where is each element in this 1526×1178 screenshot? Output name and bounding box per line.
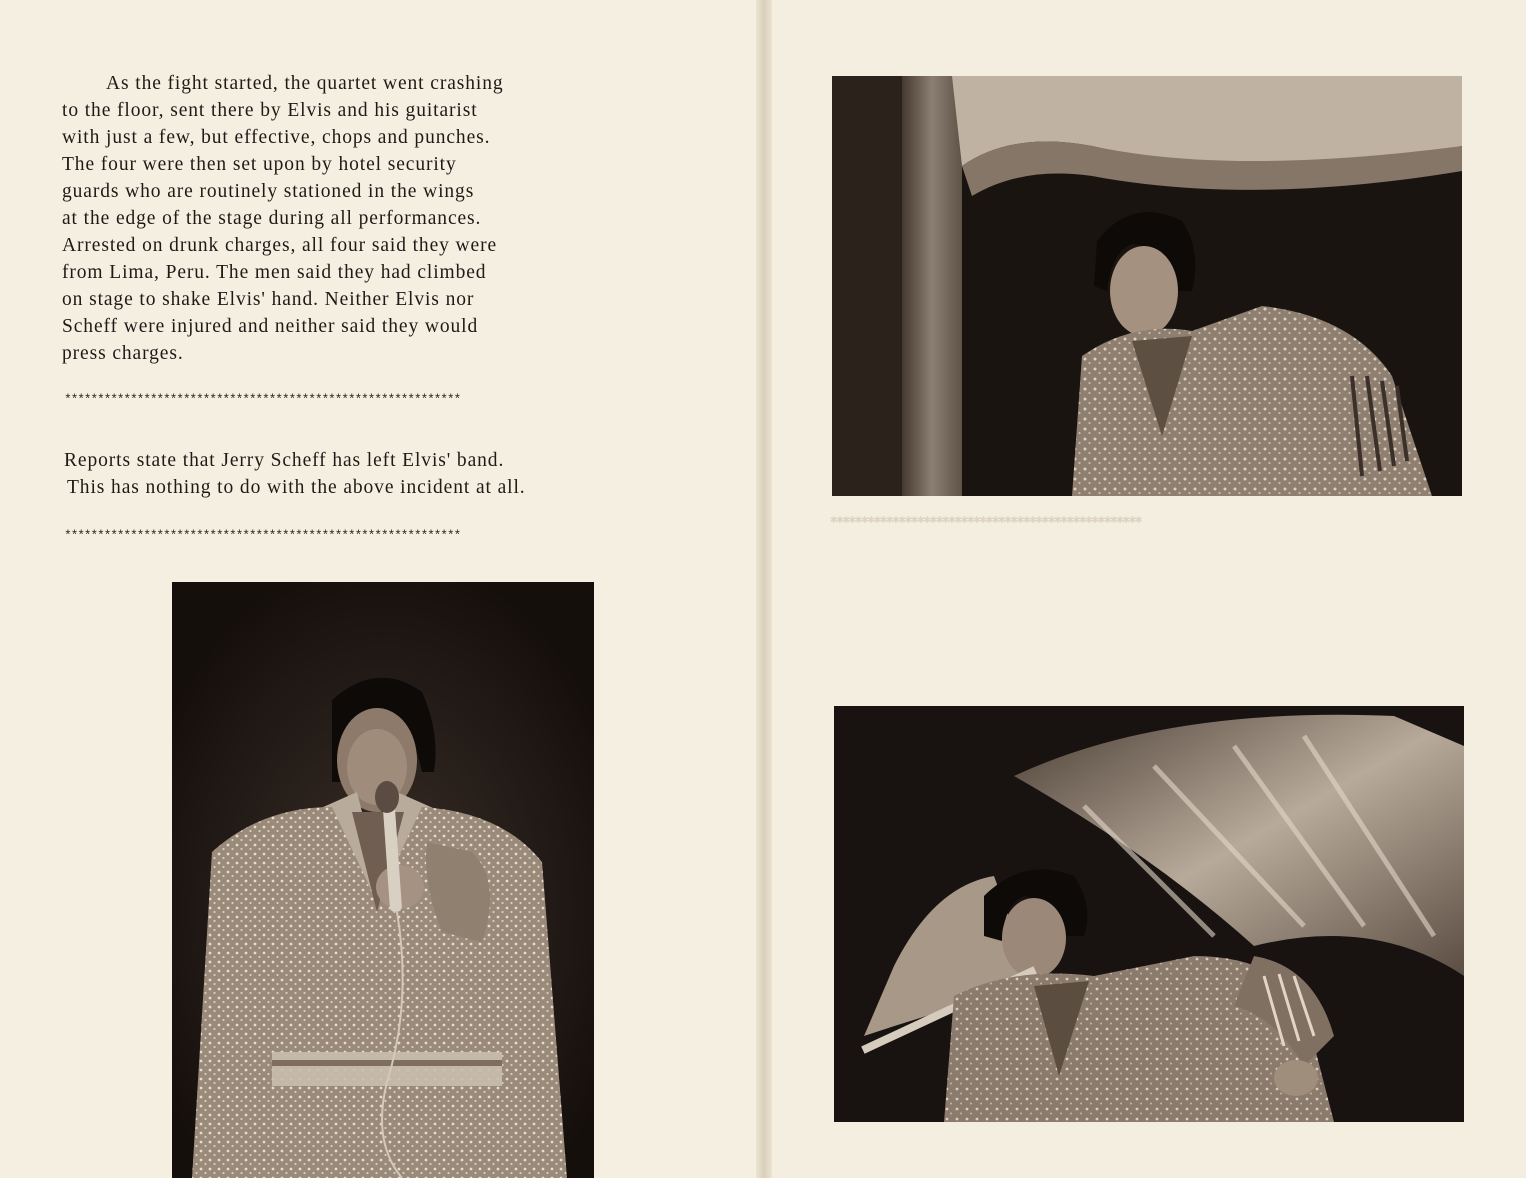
paragraph-line: guards who are routinely stationed in the wings xyxy=(62,181,475,202)
paragraph-line: Scheff were injured and neither said they would xyxy=(62,316,479,337)
show-through-text: ✱✱✱✱✱✱✱✱✱✱✱✱✱✱✱✱✱✱✱✱✱✱✱✱✱✱✱✱✱✱✱✱✱✱✱✱✱✱✱✱✱✱✱✱✱✱✱✱✱✱ xyxy=(830,513,1142,527)
paragraph-line: press charges. xyxy=(62,343,184,364)
performer-microphone-illustration xyxy=(172,582,594,1178)
band-notice xyxy=(64,447,684,501)
performer-stage-illustration-bottom xyxy=(834,706,1464,1122)
performer-stage-illustration-top xyxy=(832,76,1462,496)
paragraph-line: from Lima, Peru. The men said they had climbed xyxy=(62,262,487,283)
notice-line: Reports state that Jerry Scheff has left Elvis' band. xyxy=(64,450,505,471)
paragraph-line: The four were then set upon by hotel security xyxy=(62,154,457,175)
paragraph-line: on stage to shake Elvis' hand. Neither Elvis nor xyxy=(62,289,475,310)
performer-microphone-photo xyxy=(172,582,594,1178)
page-gutter xyxy=(756,0,772,1178)
asterisk-separator: ************************************************************ xyxy=(64,392,461,407)
paragraph-line: at the edge of the stage during all performances. xyxy=(62,208,482,229)
paragraph-line: to the floor, sent there by Elvis and his guitarist xyxy=(62,100,478,121)
paragraph-line: Arrested on drunk charges, all four said they were xyxy=(62,235,498,256)
performer-stage-photo-bottom xyxy=(834,706,1464,1122)
notice-line: This has nothing to do with the above incident at all. xyxy=(67,477,526,498)
performer-stage-photo-top xyxy=(832,76,1462,496)
paragraph-line: with just a few, but effective, chops and punches. xyxy=(62,127,491,148)
article-paragraph xyxy=(62,70,682,367)
asterisk-separator: ************************************************************ xyxy=(64,528,461,543)
paragraph-line: As the fight started, the quartet went crashing xyxy=(106,73,504,94)
